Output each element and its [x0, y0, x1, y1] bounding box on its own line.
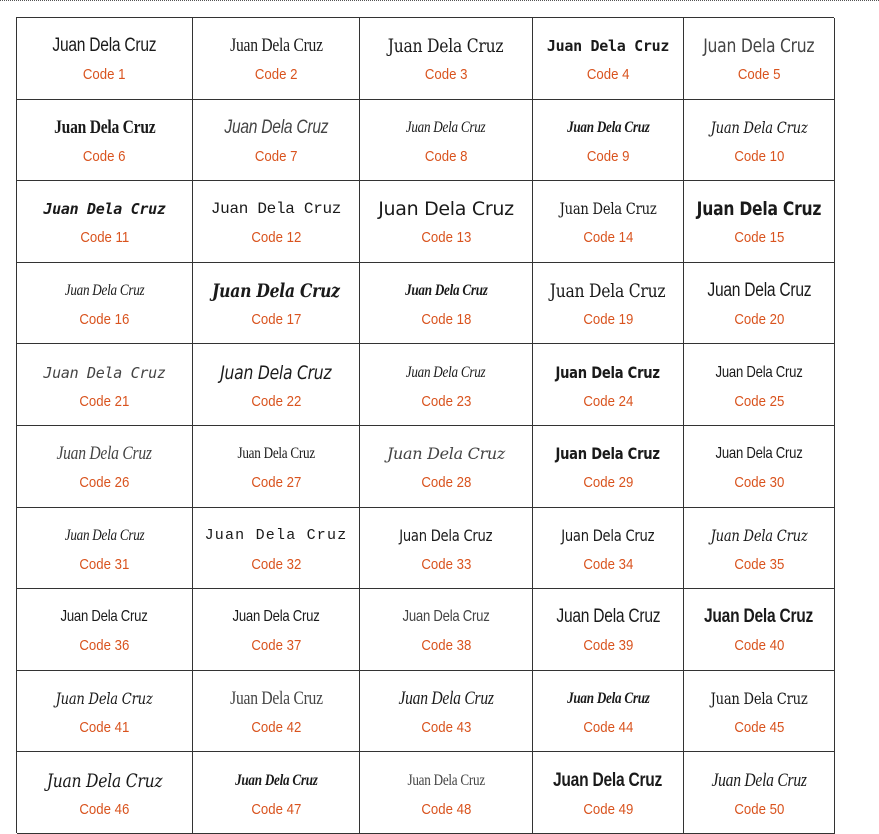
sample-name-text: Juan Dela Cruz — [234, 771, 318, 789]
sample-code-label: Code 18 — [421, 311, 471, 329]
sample-code-label: Code 25 — [734, 392, 784, 410]
sample-name-text: Juan Dela Cruz — [64, 526, 145, 544]
font-sample-cell-45[interactable] — [684, 671, 835, 753]
font-sample-cell-25[interactable] — [684, 344, 835, 426]
sample-name-text: Juan Dela Cruz — [53, 116, 156, 138]
sample-code-label: Code 16 — [79, 311, 130, 329]
font-sample-cell-13[interactable] — [360, 181, 533, 263]
sample-name-text: Juan Dela Cruz — [52, 35, 157, 57]
sample-name-text: Juan Dela Cruz — [237, 445, 315, 463]
sample-code-label: Code 41 — [79, 719, 130, 737]
font-sample-cell-34[interactable] — [533, 508, 684, 590]
sample-code-label: Code 24 — [583, 392, 633, 410]
sample-name-text: Juan Dela Cruz — [229, 35, 323, 57]
sample-name-text: Juan Dela Cruz — [559, 199, 657, 219]
font-sample-cell-38[interactable] — [360, 589, 533, 671]
font-sample-cell-10[interactable] — [684, 100, 835, 182]
font-sample-cell-18[interactable] — [360, 263, 533, 345]
font-sample-cell-29[interactable] — [533, 426, 684, 508]
sample-code-label: Code 22 — [251, 392, 301, 410]
sample-code-label: Code 26 — [79, 474, 130, 492]
sample-code-label: Code 48 — [421, 800, 471, 818]
sample-code-label: Code 40 — [734, 637, 784, 655]
font-sample-cell-21[interactable] — [17, 344, 193, 426]
sample-code-label: Code 37 — [251, 637, 301, 655]
sample-code-label: Code 39 — [583, 637, 633, 655]
sample-code-label: Code 15 — [734, 229, 784, 247]
font-sample-cell-28[interactable] — [360, 426, 533, 508]
sample-code-label: Code 44 — [583, 719, 633, 737]
font-sample-cell-3[interactable] — [360, 18, 533, 100]
sample-name-text: Juan Dela Cruz — [56, 443, 153, 465]
font-sample-cell-36[interactable] — [17, 589, 193, 671]
sample-name-text: Juan Dela Cruz — [43, 200, 166, 219]
sample-code-label: Code 50 — [734, 800, 784, 818]
sample-name-text: Juan Dela Cruz — [43, 363, 166, 382]
sample-code-label: Code 5 — [737, 66, 781, 84]
sample-code-label: Code 14 — [583, 229, 633, 247]
sample-name-text: Juan Dela Cruz — [704, 606, 814, 628]
sample-code-label: Code 46 — [79, 800, 130, 818]
font-sample-cell-8[interactable] — [360, 100, 533, 182]
sample-name-text: Juan Dela Cruz — [404, 282, 488, 300]
sample-code-label: Code 7 — [254, 147, 298, 165]
sample-code-label: Code 19 — [583, 311, 633, 329]
font-sample-cell-33[interactable] — [360, 508, 533, 590]
font-sample-cell-11[interactable] — [17, 181, 193, 263]
sample-name-text: Juan Dela Cruz — [555, 362, 661, 382]
sample-code-label: Code 1 — [83, 66, 126, 84]
font-sample-cell-15[interactable] — [684, 181, 835, 263]
sample-code-label: Code 9 — [586, 147, 630, 165]
sample-name-text: Juan Dela Cruz — [566, 690, 650, 708]
sample-name-text: Juan Dela Cruz — [710, 117, 808, 137]
font-sample-cell-16[interactable] — [17, 263, 193, 345]
sample-code-label: Code 30 — [734, 474, 784, 492]
font-sample-cell-41[interactable] — [17, 671, 193, 753]
font-sample-cell-2[interactable] — [193, 18, 360, 100]
sample-code-label: Code 21 — [79, 392, 130, 410]
sample-code-label: Code 27 — [251, 474, 301, 492]
font-sample-cell-9[interactable] — [533, 100, 684, 182]
sample-name-text: Juan Dela Cruz — [388, 35, 504, 58]
font-sample-cell-7[interactable] — [193, 100, 360, 182]
font-sample-cell-6[interactable] — [17, 100, 193, 182]
font-sample-cell-26[interactable] — [17, 426, 193, 508]
sample-name-text: Juan Dela Cruz — [61, 608, 148, 626]
sample-name-text: Juan Dela Cruz — [707, 280, 811, 302]
sample-code-label: Code 3 — [424, 66, 468, 84]
font-sample-cell-12[interactable] — [193, 181, 360, 263]
sample-name-text: Juan Dela Cruz — [232, 608, 320, 626]
font-sample-cell-50[interactable] — [684, 752, 835, 834]
sample-name-text: Juan Dela Cruz — [553, 769, 663, 791]
sample-name-text: Juan Dela Cruz — [556, 606, 660, 628]
sample-name-text: Juan Dela Cruz — [46, 769, 163, 792]
font-sample-cell-44[interactable] — [533, 671, 684, 753]
font-sample-cell-23[interactable] — [360, 344, 533, 426]
sample-name-text: Juan Dela Cruz — [406, 363, 486, 381]
sample-name-text: Juan Dela Cruz — [715, 363, 803, 381]
sample-name-text: Juan Dela Cruz — [56, 689, 153, 709]
sample-code-label: Code 6 — [83, 147, 126, 165]
font-sample-cell-35[interactable] — [684, 508, 835, 590]
font-sample-cell-24[interactable] — [533, 344, 684, 426]
sample-code-label: Code 12 — [251, 229, 301, 247]
sample-name-text: Juan Dela Cruz — [555, 444, 661, 464]
font-sample-cell-32[interactable] — [193, 508, 360, 590]
sample-name-text: Juan Dela Cruz — [402, 608, 490, 626]
sample-code-label: Code 10 — [734, 147, 784, 165]
font-sample-cell-20[interactable] — [684, 263, 835, 345]
sample-code-label: Code 8 — [424, 147, 468, 165]
sample-code-label: Code 28 — [421, 474, 471, 492]
font-sample-cell-27[interactable] — [193, 426, 360, 508]
font-sample-cell-42[interactable] — [193, 671, 360, 753]
sample-name-text: Juan Dela Cruz — [710, 525, 808, 545]
sample-code-label: Code 17 — [251, 311, 301, 329]
sample-code-label: Code 2 — [254, 66, 298, 84]
sample-name-text: Juan Dela Cruz — [561, 525, 655, 545]
sample-code-label: Code 33 — [421, 555, 471, 573]
sample-code-label: Code 36 — [79, 637, 130, 655]
font-sample-cell-4[interactable] — [533, 18, 684, 100]
font-sample-cell-30[interactable] — [684, 426, 835, 508]
sample-code-label: Code 42 — [251, 719, 301, 737]
sample-name-text: Juan Dela Cruz — [711, 769, 807, 791]
sample-name-text: Juan Dela Cruz — [550, 280, 666, 303]
sample-code-label: Code 11 — [80, 229, 129, 247]
sample-name-text: Juan Dela Cruz — [212, 280, 340, 303]
sample-name-text: Juan Dela Cruz — [378, 198, 514, 221]
sample-name-text: Juan Dela Cruz — [703, 35, 815, 58]
sample-code-label: Code 34 — [583, 555, 633, 573]
font-sample-cell-49[interactable] — [533, 752, 684, 834]
font-sample-cell-47[interactable] — [193, 752, 360, 834]
sample-code-label: Code 47 — [251, 800, 301, 818]
sample-name-text: Juan Dela Cruz — [224, 116, 328, 138]
sample-name-text: Juan Dela Cruz — [407, 771, 485, 789]
font-sample-cell-39[interactable] — [533, 589, 684, 671]
sample-name-text: Juan Dela Cruz — [210, 200, 342, 219]
sample-name-text: Juan Dela Cruz — [220, 361, 332, 384]
sample-code-label: Code 13 — [421, 229, 471, 247]
font-sample-cell-19[interactable] — [533, 263, 684, 345]
sample-code-label: Code 31 — [79, 555, 130, 573]
sample-code-label: Code 43 — [421, 719, 471, 737]
sample-code-label: Code 29 — [583, 474, 633, 492]
sample-code-label: Code 35 — [734, 555, 784, 573]
sample-name-text: Juan Dela Cruz — [386, 444, 506, 464]
sample-name-text: Juan Dela Cruz — [399, 525, 493, 545]
font-sample-cell-14[interactable] — [533, 181, 684, 263]
sample-name-text: Juan Dela Cruz — [566, 118, 650, 136]
sample-code-label: Code 49 — [583, 800, 633, 818]
font-sample-cell-22[interactable] — [193, 344, 360, 426]
page-top-dotted-border — [0, 0, 879, 1]
font-sample-cell-17[interactable] — [193, 263, 360, 345]
font-sample-cell-43[interactable] — [360, 671, 533, 753]
font-sample-cell-5[interactable] — [684, 18, 835, 100]
sample-name-text: Juan Dela Cruz — [696, 198, 822, 221]
sample-name-text: Juan Dela Cruz — [715, 445, 803, 463]
font-sample-cell-37[interactable] — [193, 589, 360, 671]
font-sample-cell-1[interactable] — [17, 18, 193, 100]
font-sample-grid — [16, 17, 834, 833]
sample-name-text: Juan Dela Cruz — [406, 118, 486, 136]
sample-code-label: Code 38 — [421, 637, 471, 655]
sample-name-text: Juan Dela Cruz — [64, 282, 145, 300]
font-sample-cell-31[interactable] — [17, 508, 193, 590]
sample-name-text: Juan Dela Cruz — [398, 688, 494, 710]
sample-code-label: Code 4 — [586, 66, 630, 84]
sample-code-label: Code 32 — [251, 555, 301, 573]
sample-code-label: Code 20 — [734, 311, 784, 329]
sample-code-label: Code 45 — [734, 719, 784, 737]
sample-name-text: Juan Dela Cruz — [546, 37, 670, 56]
font-sample-cell-40[interactable] — [684, 589, 835, 671]
sample-name-text: Juan Dela Cruz — [710, 689, 808, 709]
sample-name-text: Juan Dela Cruz — [204, 526, 348, 544]
sample-code-label: Code 23 — [421, 392, 471, 410]
sample-name-text: Juan Dela Cruz — [229, 688, 323, 710]
font-sample-cell-46[interactable] — [17, 752, 193, 834]
font-sample-cell-48[interactable] — [360, 752, 533, 834]
